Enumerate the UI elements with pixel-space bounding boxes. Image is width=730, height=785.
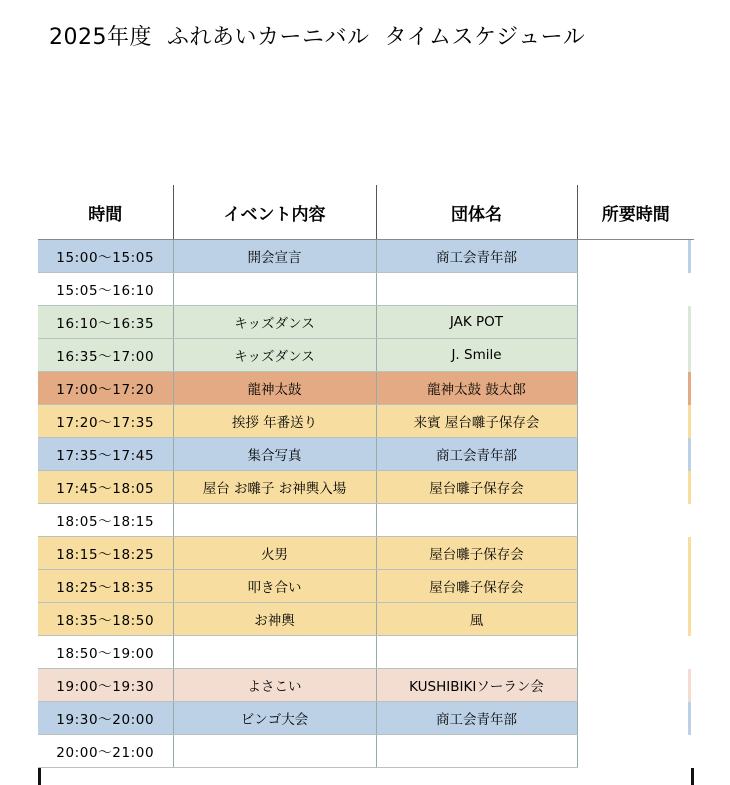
row-color-edge xyxy=(688,537,691,570)
time-cell: 15:00〜15:05 xyxy=(38,240,173,273)
duration-cell xyxy=(577,570,694,603)
duration-cell xyxy=(577,306,694,339)
duration-cell xyxy=(577,339,694,372)
event-cell xyxy=(173,504,376,537)
group-cell: 来賓 屋台囃子保存会 xyxy=(376,405,577,438)
duration-cell xyxy=(577,438,694,471)
header-duration: 所要時間 xyxy=(577,185,694,240)
row-color-edge xyxy=(688,405,691,438)
group-cell: 屋台囃子保存会 xyxy=(376,537,577,570)
event-cell: 叩き合い xyxy=(173,570,376,603)
row-color-edge xyxy=(688,669,691,702)
header-row xyxy=(38,185,694,240)
table-row xyxy=(38,471,694,504)
duration-cell xyxy=(577,537,694,570)
duration-cell xyxy=(577,636,694,669)
time-cell: 18:50〜19:00 xyxy=(38,636,173,669)
group-cell xyxy=(376,504,577,537)
duration-cell xyxy=(577,702,694,735)
time-cell: 18:05〜18:15 xyxy=(38,504,173,537)
table-row xyxy=(38,240,694,273)
event-cell: 開会宣言 xyxy=(173,240,376,273)
event-cell: キッズダンス xyxy=(173,339,376,372)
time-cell: 16:10〜16:35 xyxy=(38,306,173,339)
row-color-edge xyxy=(688,570,691,603)
group-cell: J. Smile xyxy=(376,339,577,372)
duration-cell xyxy=(577,735,694,768)
table-row xyxy=(38,405,694,438)
event-cell: 集合写真 xyxy=(173,438,376,471)
time-cell: 17:45〜18:05 xyxy=(38,471,173,504)
duration-cell xyxy=(577,504,694,537)
table-row xyxy=(38,537,694,570)
time-cell: 15:05〜16:10 xyxy=(38,273,173,306)
duration-cell xyxy=(577,603,694,636)
time-cell: 17:35〜17:45 xyxy=(38,438,173,471)
row-color-edge xyxy=(688,702,691,735)
header-time: 時間 xyxy=(38,185,173,240)
table-row xyxy=(38,669,694,702)
header-event: イベント内容 xyxy=(173,185,376,240)
group-cell: 商工会青年部 xyxy=(376,702,577,735)
table-row xyxy=(38,372,694,405)
event-cell xyxy=(173,273,376,306)
duration-cell xyxy=(577,372,694,405)
row-color-edge xyxy=(688,306,691,339)
group-cell: 風 xyxy=(376,603,577,636)
time-cell: 16:35〜17:00 xyxy=(38,339,173,372)
row-color-edge xyxy=(688,603,691,636)
time-cell: 17:20〜17:35 xyxy=(38,405,173,438)
table-row xyxy=(38,306,694,339)
group-cell: 屋台囃子保存会 xyxy=(376,570,577,603)
duration-cell xyxy=(577,405,694,438)
event-cell: 龍神太鼓 xyxy=(173,372,376,405)
table-row xyxy=(38,636,694,669)
row-color-edge xyxy=(688,240,691,273)
event-cell xyxy=(173,636,376,669)
page-title: 2025年度 ふれあいカーニバル タイムスケジュール xyxy=(49,25,586,50)
table-row xyxy=(38,273,694,306)
group-cell: 龍神太鼓 鼓太郎 xyxy=(376,372,577,405)
table-row xyxy=(38,504,694,537)
table-row xyxy=(38,339,694,372)
group-cell xyxy=(376,735,577,768)
group-cell: JAK POT xyxy=(376,306,577,339)
event-cell: 屋台 お囃子 お神輿入場 xyxy=(173,471,376,504)
time-cell: 20:00〜21:00 xyxy=(38,735,173,768)
row-color-edge xyxy=(688,339,691,372)
time-cell: 18:25〜18:35 xyxy=(38,570,173,603)
event-cell: 挨拶 年番送り xyxy=(173,405,376,438)
time-cell: 19:30〜20:00 xyxy=(38,702,173,735)
group-cell xyxy=(376,273,577,306)
time-cell: 18:15〜18:25 xyxy=(38,537,173,570)
duration-cell xyxy=(577,273,694,306)
event-cell xyxy=(173,735,376,768)
time-cell: 17:00〜17:20 xyxy=(38,372,173,405)
event-cell: お神輿 xyxy=(173,603,376,636)
duration-cell xyxy=(577,240,694,273)
table-row xyxy=(38,735,694,768)
row-color-edge xyxy=(688,372,691,405)
table-row xyxy=(38,702,694,735)
group-cell: 商工会青年部 xyxy=(376,438,577,471)
duration-cell xyxy=(577,669,694,702)
table-row xyxy=(38,603,694,636)
event-cell: よさこい xyxy=(173,669,376,702)
event-cell: ビンゴ大会 xyxy=(173,702,376,735)
event-cell: キッズダンス xyxy=(173,306,376,339)
table-row xyxy=(38,438,694,471)
duration-cell xyxy=(577,471,694,504)
table-row xyxy=(38,570,694,603)
group-cell: KUSHIBIKIソーラン会 xyxy=(376,669,577,702)
time-cell: 18:35〜18:50 xyxy=(38,603,173,636)
group-cell xyxy=(376,636,577,669)
event-cell: 火男 xyxy=(173,537,376,570)
schedule-table xyxy=(38,185,694,768)
header-group: 団体名 xyxy=(376,185,577,240)
row-color-edge xyxy=(688,471,691,504)
row-color-edge xyxy=(688,438,691,471)
group-cell: 商工会青年部 xyxy=(376,240,577,273)
time-cell: 19:00〜19:30 xyxy=(38,669,173,702)
group-cell: 屋台囃子保存会 xyxy=(376,471,577,504)
